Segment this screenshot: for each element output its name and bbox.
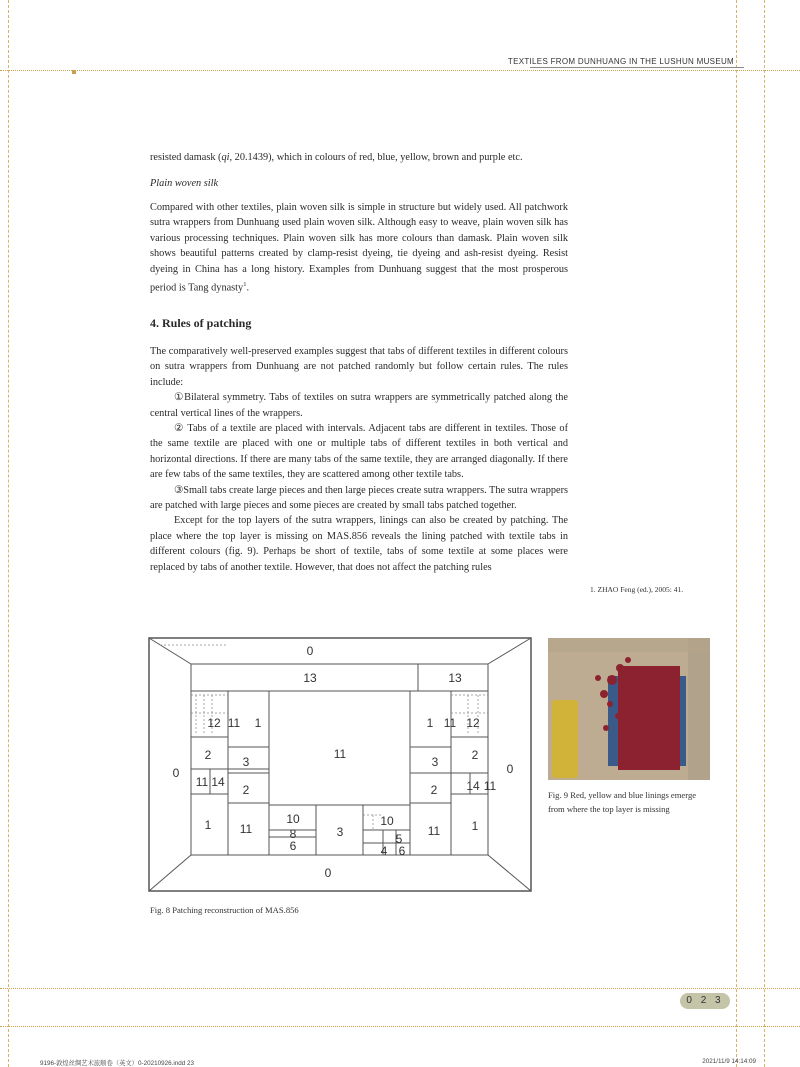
crop-guide-top [0,70,800,71]
label-c-4: 4 [380,844,388,858]
paragraph-damask: resisted damask (qi, 20.1439), which in colours of red, blue, yellow, brown and purple etc. [150,152,523,163]
label-r-1b: 1 [471,819,479,833]
label-r-3a: 3 [431,755,439,769]
label-c-10b: 10 [380,814,394,828]
label-l-11: 11 [227,716,241,730]
rules-text [150,344,568,575]
lining-photo [548,638,710,780]
crop-guide-right-outer [764,0,765,1067]
label-c-6b: 6 [398,844,406,858]
fig9-caption: Fig. 9 Red, yellow and blue linings emerge from where the top layer is missing [548,790,697,814]
crop-guide-right [736,0,737,1067]
label-right-border: 0 [506,762,514,776]
label-l-14: 14 [211,775,225,789]
label-l-12: 12 [207,716,221,730]
rules-intro: The comparatively well-preserved examples suggest that tabs of different textiles in different colours on sutra wrappers from Dunhuang are not patched randomly but follow certain rules. The rules include: [150,346,568,388]
rule-3: ③Small tabs create large pieces and then large pieces create sutra wrappers. The sutra wrappers are patched with large pieces and some pieces are created by small tabs patched together. [150,484,568,512]
label-r-2b: 2 [430,783,438,797]
subheading-plain-woven-silk: Plain woven silk [150,178,219,189]
section-heading-rules: 4. Rules of patching [150,316,252,330]
label-top-border: 0 [306,644,314,658]
label-c-5: 5 [395,832,403,846]
footnote: 1. ZHAO Feng (ed.), 2005: 41. [590,585,684,594]
label-c-3: 3 [336,825,344,839]
crop-guide-bottom-outer [0,1026,800,1027]
label-l-11b: 11 [195,775,209,789]
running-head-rule [530,67,744,68]
label-c-10a: 10 [286,812,300,826]
running-head: TEXTILES FROM DUNHUANG IN THE LUSHUN MUSEUM [507,57,734,66]
label-r-11: 11 [443,716,457,730]
label-left-border: 0 [172,766,180,780]
label-l-1: 1 [254,716,262,730]
crop-guide-bottom [0,988,800,989]
label-r-12: 12 [466,716,480,730]
rule-1: ①Bilateral symmetry. Tabs of textiles on sutra wrappers are symmetrically patched along the central vertical lines of the wrappers. [150,392,568,419]
patching-diagram [148,637,532,892]
label-l-3a: 3 [242,755,250,769]
label-l-2a: 2 [204,748,212,762]
crop-guide-left [8,0,9,1067]
paragraph-plain-woven-silk: Compared with other textiles, plain woven silk is simple in structure but widely used. All patchwork sutra wrappers from Dunhuang used plain woven silk. Although easy to weave, plain woven silk has various processing techniques. Plain woven silk has more colours than damask. Plain woven silk shows beautiful patterns created by clamp-resist dyeing, tie dyeing and ash-resist dyeing. Resist dyeing in China has a long history. Examples from Dunhuang suggest that the most prosperous period is Tang dynasty$^1$. [150,202,568,294]
fig8-caption: Fig. 8 Patching reconstruction of MAS.856 [150,905,299,915]
lining-photo-drawing [548,638,710,780]
rule-2: ② Tabs of a textile are placed with intervals. Adjacent tabs are different in textiles. Those of the same textile are placed with one or multiple tabs of different textiles in both vertical and horizontal directions. If there are many tabs of the same textile, they are arranged diagonally. If there are few tabs of the same textiles, they are scattered among other textile tabs. [150,423,568,481]
label-r-14: 14 [466,779,480,793]
label-band-right: 13 [448,671,462,685]
label-r-11b: 11 [483,779,497,793]
slug-left: 9196-敦煌丝绸艺术旅顺卷（英文）0-20210926.indd 23 [40,1060,194,1067]
label-center: 11 [333,747,347,761]
page-number: 0 2 3 [680,993,730,1009]
label-l-1b: 1 [204,818,212,832]
label-r-2a: 2 [471,748,479,762]
label-c-6a: 6 [289,839,297,853]
label-bottom-border: 0 [324,866,332,880]
label-r-1: 1 [426,716,434,730]
corner-mark [72,70,76,74]
label-r-11c: 11 [427,824,441,838]
label-c-8: 8 [289,827,297,841]
label-band-left: 13 [303,671,317,685]
lining-paragraph: Except for the top layers of the sutra wrappers, linings can also be created by patching. The place where the top layer is missing on MAS.856 reveals the lining patched with textile tabs in different colours (fig. 9). Perhaps be short of textile, tabs of some textile at some places were replaced by tabs of another textile. However, that does not affect the patching rules [150,515,568,573]
slug-right: 2021/11/9 14:14:09 [702,1058,756,1065]
label-l-2b: 2 [242,783,250,797]
label-l-11c: 11 [239,822,253,836]
